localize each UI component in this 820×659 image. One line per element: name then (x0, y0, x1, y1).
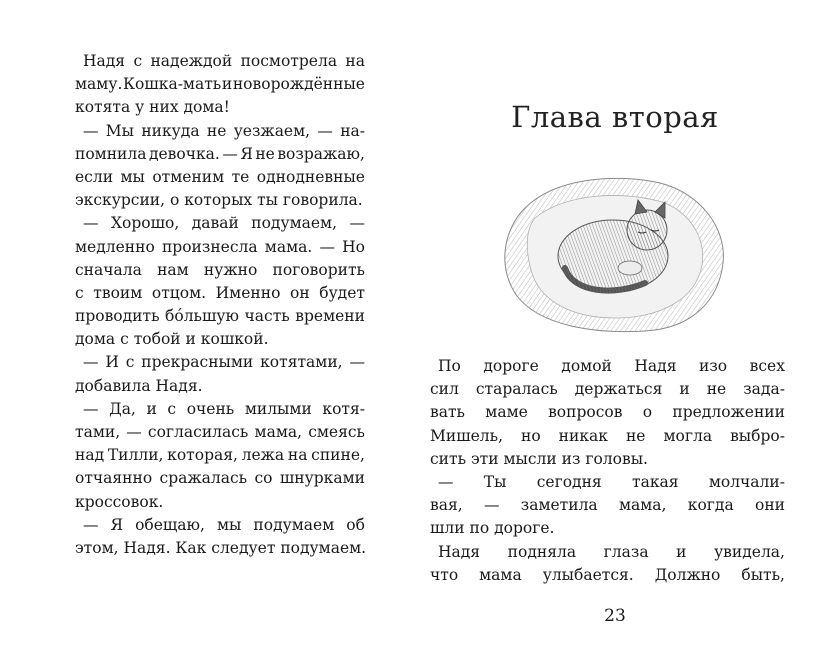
text-line: вая, — заметила мама, когда они (430, 496, 785, 515)
text-line: отчаянно сражалась со шнурками (75, 469, 365, 488)
right-page (410, 0, 820, 659)
text-line: — Ты сегодня такая молчали- (438, 472, 785, 491)
text-line: — Мы никуда не уезжаем, — на- (83, 121, 365, 140)
text-line: — Хорошо, давай подумаем, — (83, 214, 365, 233)
text-line: сначала нам нужно поговорить (75, 260, 365, 279)
sleeping-kitten-illustration (495, 168, 731, 336)
text-line: что мама улыбается. Должно быть, (430, 565, 785, 584)
text-line: Надя с надеждой посмотрела на (83, 52, 365, 70)
text-line: проводить бóльшую часть времени (75, 307, 365, 326)
text-line: Мишель, но никак не могла выбро- (430, 426, 785, 445)
text-line: если мы отменим те однодневные (75, 167, 365, 186)
text-line: вать маме вопросов о предложении (430, 403, 785, 422)
text-line: сил старалась держаться и не зада- (430, 380, 785, 399)
text-line: этом, Надя. Как следует подумаем. (75, 538, 367, 557)
page-number: 23 (604, 606, 626, 626)
text-line: медленно произнесла мама. — Но (75, 237, 365, 256)
text-line: с твоим отцом. Именно он будет (75, 283, 365, 302)
text-line: тами, — согласилась мама, смеясь (75, 423, 365, 441)
text-line: дома с тобой и кошкой. (75, 330, 269, 349)
text-line: Надя подняла глаза и увидела, (438, 542, 785, 561)
text-line: добавила Надя. (75, 376, 203, 395)
text-line: помнила девочка. — Я не возражаю, (75, 144, 365, 163)
text-line: сить эти мысли из головы. (430, 449, 648, 468)
chapter-title: Глава вторая (511, 100, 719, 134)
text-line: По дороге домой Надя изо всех (438, 357, 785, 375)
text-line: экскурсии, о которых ты говорила. (75, 191, 363, 210)
text-line: маму. Кошка-мать и новорождённые (75, 75, 365, 94)
right-page-text (430, 355, 785, 587)
text-line: шли по дороге. (430, 519, 555, 538)
text-line: над Тилли, которая, лежа на спине, (75, 446, 365, 465)
text-line: — Да, и с очень милыми котя- (83, 399, 365, 418)
left-page-text (75, 50, 365, 560)
text-line: котята у них дома! (75, 98, 230, 117)
text-line: — Я обещаю, мы подумаем об (83, 515, 365, 534)
text-line: — И с прекрасными котятами, — (83, 353, 365, 372)
text-line: кроссовок. (75, 492, 164, 511)
